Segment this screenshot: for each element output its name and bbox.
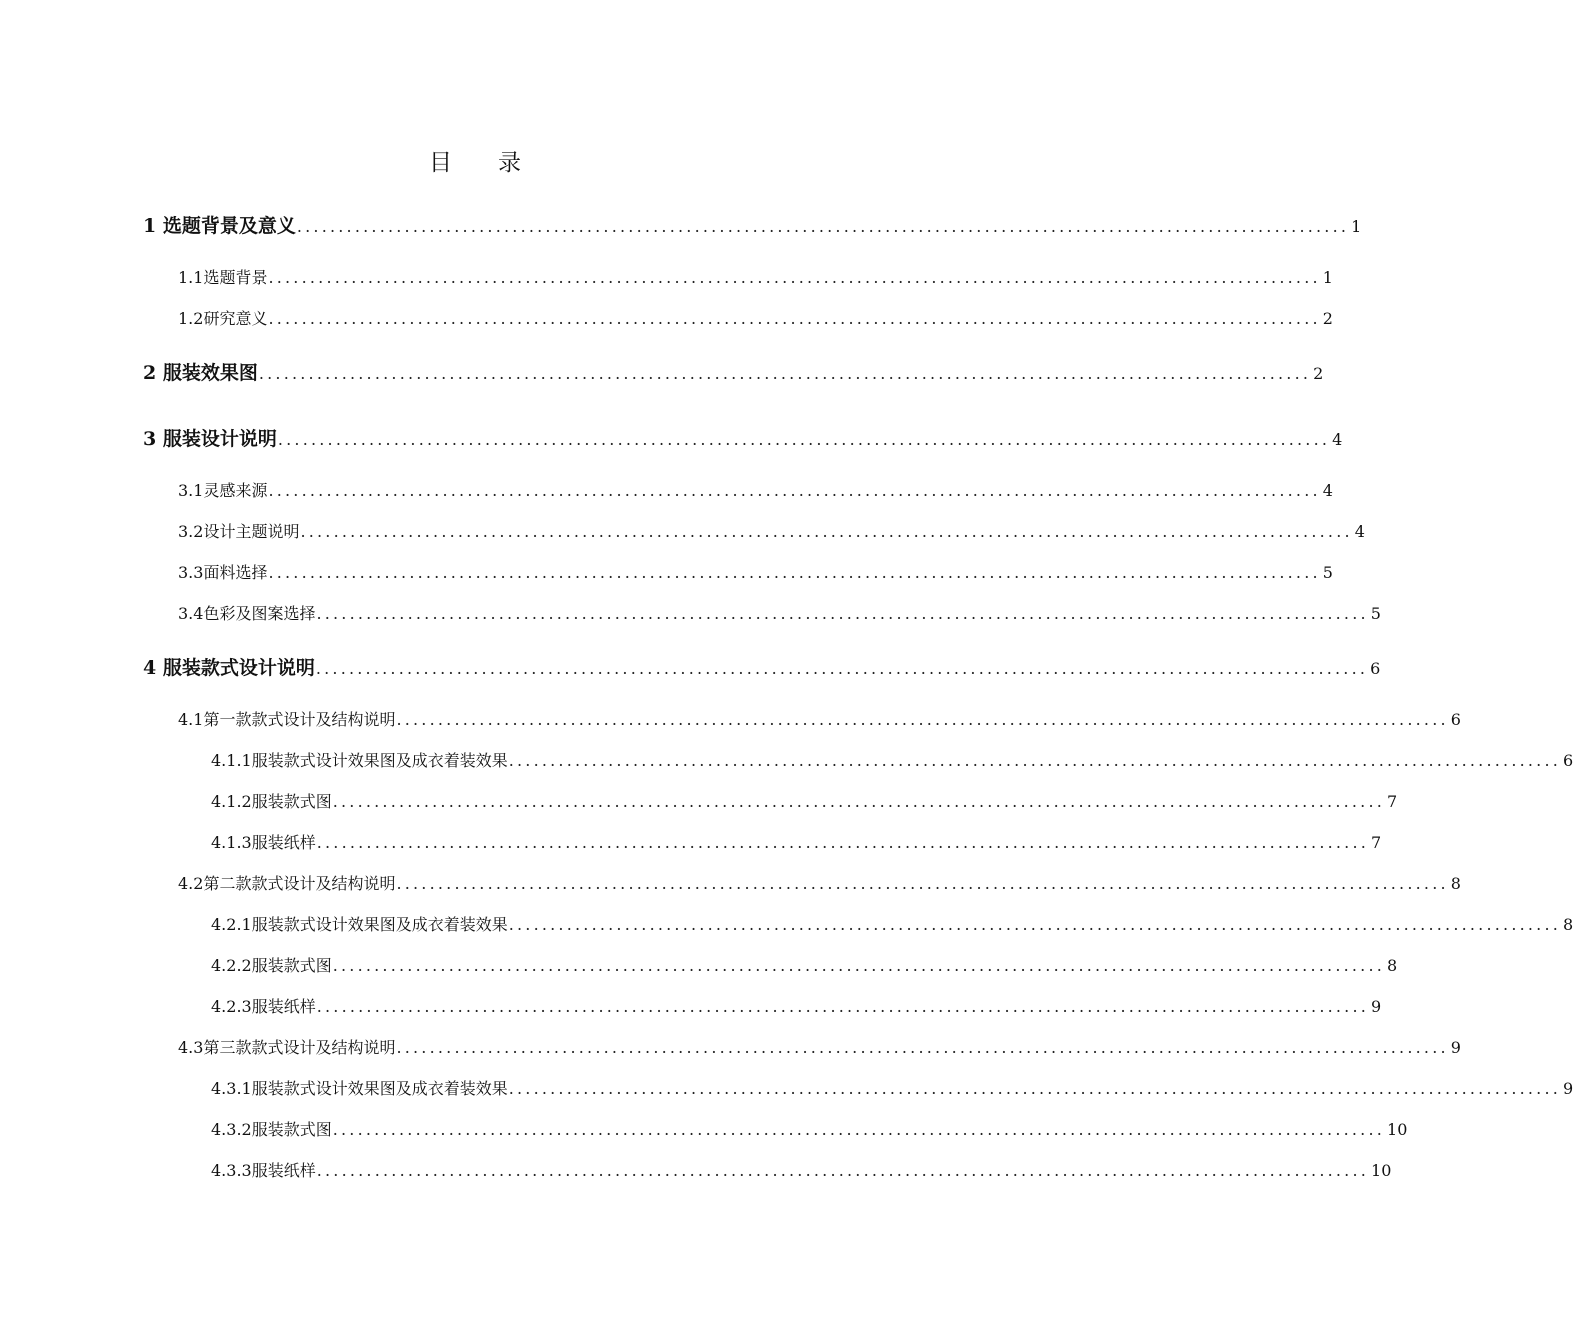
toc-entry[interactable] — [211, 913, 1573, 937]
toc-entry-page: 7 — [1387, 792, 1398, 811]
toc-entry-page: 2 — [1322, 309, 1333, 328]
toc-entry-page: 9 — [1563, 1079, 1573, 1098]
toc-entry[interactable] — [211, 1118, 1408, 1142]
toc-entry[interactable] — [143, 212, 1362, 241]
toc-leader-dots: ............................................................................................................................... — [332, 1120, 1386, 1139]
toc-entry-label: 4.3.1服装款式设计效果图及成衣着装效果 — [211, 1079, 508, 1098]
toc-entry[interactable] — [178, 307, 1333, 331]
toc-entry[interactable] — [178, 708, 1461, 732]
toc-entry-page: 6 — [1370, 659, 1381, 678]
toc-entry[interactable] — [143, 359, 1324, 388]
toc-entry-page: 9 — [1371, 997, 1382, 1016]
toc-entry[interactable] — [211, 995, 1382, 1019]
toc-entry-page: 1 — [1351, 217, 1362, 236]
toc-entry-label: 4.3.2服装款式图 — [211, 1120, 332, 1139]
toc-entry-page: 5 — [1322, 563, 1333, 582]
toc-entry-page: 4 — [1354, 522, 1365, 541]
toc-entry-page: 7 — [1371, 833, 1382, 852]
toc-entry-page: 4 — [1322, 481, 1333, 500]
toc-leader-dots: ............................................................................................................................... — [296, 217, 1350, 236]
toc-entry-label: 1.2研究意义 — [178, 309, 268, 328]
toc-leader-dots: ............................................................................................................................... — [316, 833, 1370, 852]
toc-leader-dots: ............................................................................................................................... — [268, 268, 1321, 287]
toc-leader-dots: ............................................................................................................................... — [277, 430, 1331, 449]
toc-entry-label: 4.1.1服装款式设计效果图及成衣着装效果 — [211, 751, 508, 770]
toc-entry-page: 2 — [1313, 364, 1324, 383]
toc-leader-dots: ............................................................................................................................... — [396, 1038, 1449, 1057]
toc-title: 目录 — [429, 150, 567, 176]
toc-entry[interactable] — [211, 1159, 1392, 1183]
toc-entry-page: 10 — [1387, 1120, 1408, 1139]
toc-entry-label: 4.3.3服装纸样 — [211, 1161, 316, 1180]
toc-entry[interactable] — [178, 1036, 1461, 1060]
toc-leader-dots: ............................................................................................................................... — [268, 309, 1321, 328]
toc-entry-label: 4 服装款式设计说明 — [143, 657, 315, 679]
toc-entry-page: 4 — [1332, 430, 1343, 449]
toc-entry[interactable] — [178, 561, 1333, 585]
toc-leader-dots: ............................................................................................................................... — [396, 710, 1449, 729]
toc-entry[interactable] — [178, 872, 1461, 896]
toc-entry-label: 1.1选题背景 — [178, 268, 268, 287]
toc-entry-label: 4.2.3服装纸样 — [211, 997, 316, 1016]
toc-entry[interactable] — [211, 749, 1573, 773]
toc-entry-label: 4.2.1服装款式设计效果图及成衣着装效果 — [211, 915, 508, 934]
toc-entry-page: 5 — [1370, 604, 1381, 623]
toc-leader-dots: ............................................................................................................................... — [396, 874, 1449, 893]
toc-entry-page: 8 — [1563, 915, 1573, 934]
toc-entry-page: 9 — [1450, 1038, 1461, 1057]
toc-entry[interactable] — [211, 1077, 1573, 1101]
toc-entry-label: 4.1第一款款式设计及结构说明 — [178, 710, 396, 729]
toc-entry-label: 3.4色彩及图案选择 — [178, 604, 316, 623]
toc-leader-dots: ............................................................................................................................... — [268, 481, 1321, 500]
toc-entry-label: 4.3第三款款式设计及结构说明 — [178, 1038, 396, 1057]
toc-entry[interactable] — [178, 520, 1365, 544]
toc-entry[interactable] — [143, 654, 1381, 683]
toc-leader-dots: ............................................................................................................................... — [332, 792, 1386, 811]
toc-entry-label: 3 服装设计说明 — [143, 428, 277, 450]
toc-entry[interactable] — [178, 266, 1333, 290]
toc-leader-dots: ............................................................................................................................... — [316, 604, 1369, 623]
toc-entry-label: 3.3面料选择 — [178, 563, 268, 582]
toc-leader-dots: ............................................................................................................................... — [268, 563, 1321, 582]
toc-entry-label: 3.1灵感来源 — [178, 481, 268, 500]
toc-entry-label: 4.1.2服装款式图 — [211, 792, 332, 811]
toc-entry-label: 1 选题背景及意义 — [143, 215, 296, 237]
toc-entry-page: 6 — [1563, 751, 1573, 770]
toc-leader-dots: ............................................................................................................................... — [316, 1161, 1370, 1180]
toc-leader-dots: ............................................................................................................................... — [316, 997, 1370, 1016]
toc-leader-dots: ............................................................................................................................... — [258, 364, 1312, 383]
toc-entry-label: 4.1.3服装纸样 — [211, 833, 316, 852]
toc-entry-label: 3.2设计主题说明 — [178, 522, 300, 541]
toc-leader-dots: ............................................................................................................................... — [315, 659, 1369, 678]
toc-entry[interactable] — [178, 479, 1333, 503]
toc-entry-label: 2 服装效果图 — [143, 362, 258, 384]
toc-entry-page: 10 — [1371, 1161, 1392, 1180]
toc-entry-page: 6 — [1450, 710, 1461, 729]
toc-entry[interactable] — [211, 954, 1398, 978]
toc-entry-label: 4.2第二款款式设计及结构说明 — [178, 874, 396, 893]
toc-entry[interactable] — [211, 790, 1398, 814]
toc-entry-page: 1 — [1322, 268, 1333, 287]
toc-entry[interactable] — [143, 425, 1343, 454]
toc-entry-page: 8 — [1387, 956, 1398, 975]
toc-leader-dots: ............................................................................................................................... — [332, 956, 1386, 975]
toc-entry-label: 4.2.2服装款式图 — [211, 956, 332, 975]
toc-entry-page: 8 — [1450, 874, 1461, 893]
toc-entry[interactable] — [178, 602, 1381, 626]
toc-leader-dots: ............................................................................................................................... — [508, 751, 1562, 770]
toc-entry[interactable] — [211, 831, 1382, 855]
toc-leader-dots: ............................................................................................................................... — [508, 915, 1562, 934]
toc-leader-dots: ............................................................................................................................... — [300, 522, 1353, 541]
toc-leader-dots: ............................................................................................................................... — [508, 1079, 1562, 1098]
